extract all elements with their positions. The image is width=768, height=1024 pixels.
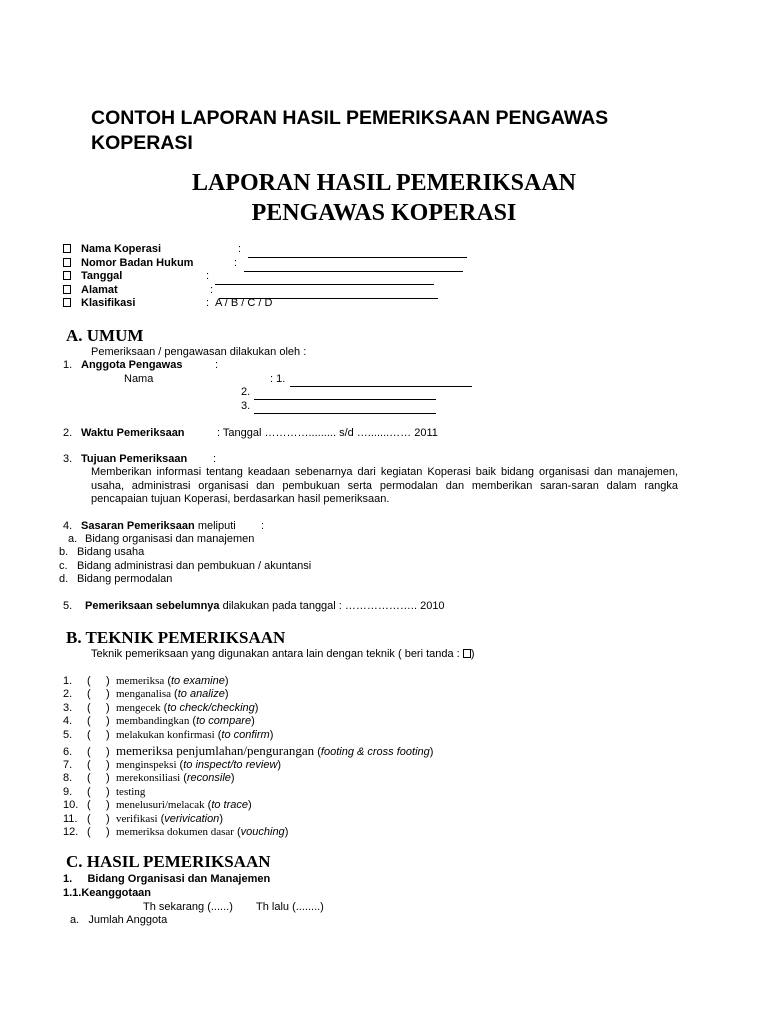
paren-close: ): [277, 759, 282, 771]
nama-entry: : 1.: [270, 373, 286, 385]
jumlah-anggota-row: a. Jumlah Anggota: [70, 914, 168, 926]
identity-label: Alamat: [81, 284, 118, 296]
technique-label: mengecek: [116, 702, 161, 714]
identity-separator: :: [206, 297, 210, 309]
paren-open: (: [180, 772, 187, 784]
sasaran-text: Bidang permodalan: [77, 573, 173, 585]
section-a-title: A. UMUM: [66, 326, 144, 345]
technique-item: [63, 688, 228, 700]
report-title-line1: LAPORAN HASIL PEMERIKSAAN: [191, 170, 577, 196]
technique-english: to analize: [177, 688, 225, 700]
technique-item: [63, 729, 273, 741]
technique-label: memeriksa dokumen dasar: [116, 826, 234, 838]
technique-label: menganalisa: [116, 688, 171, 700]
item-label: Pemeriksaan sebelumnya: [85, 600, 220, 612]
document-heading-line2: KOPERASI: [91, 132, 193, 154]
paren-close: ): [254, 702, 259, 714]
section-a-intro: Pemeriksaan / pengawasan dilakukan oleh :: [91, 346, 307, 358]
section-b-title: B. TEKNIK PEMERIKSAAN: [66, 628, 286, 647]
identity-row: [63, 297, 71, 309]
technique-item: [63, 786, 145, 798]
item-label: Waktu Pemeriksaan: [81, 427, 185, 439]
nama-label: Nama: [124, 373, 154, 385]
paren-close: ): [269, 729, 274, 741]
paren-close: ): [248, 799, 252, 811]
paren-close: ): [429, 746, 434, 758]
item-number: 3.: [63, 453, 73, 465]
sasaran-letter: a.: [68, 533, 78, 545]
technique-item: [63, 759, 281, 771]
checkbox-icon: [63, 244, 71, 253]
paren-close: ): [219, 813, 223, 825]
paren-close: ): [224, 688, 229, 700]
technique-checkbox[interactable]: ( ): [87, 826, 110, 838]
technique-english: to inspect/to review: [183, 759, 278, 771]
identity-row: [63, 270, 71, 282]
technique-checkbox[interactable]: ( ): [87, 702, 110, 714]
sasaran-text: Bidang organisasi dan manajemen: [85, 533, 255, 545]
checkbox-icon: [63, 298, 71, 307]
identity-label: Nama Koperasi: [81, 243, 162, 255]
technique-number: 11.: [63, 813, 78, 825]
identity-label: Klasifikasi: [81, 297, 136, 309]
technique-english: footing & cross footing: [320, 746, 430, 758]
technique-number: 7.: [63, 759, 73, 771]
technique-number: 1.: [63, 675, 73, 687]
technique-number: 6.: [63, 746, 73, 758]
sasaran-text: Bidang administrasi dan pembukuan / akuntansi: [77, 560, 312, 572]
paren-close: ): [224, 675, 229, 687]
technique-label: menelusuri/melacak: [116, 799, 205, 811]
paren-close: ): [284, 826, 289, 838]
technique-english: to examine: [171, 675, 225, 687]
item-label: Tujuan Pemeriksaan: [81, 453, 188, 465]
item-separator: :: [215, 359, 219, 371]
technique-english: to compare: [196, 715, 252, 727]
technique-item: [63, 743, 433, 759]
technique-checkbox[interactable]: ( ): [87, 813, 110, 825]
nama-entry: 3.: [241, 400, 251, 412]
paren-close: ): [251, 715, 255, 727]
paren-open: (: [160, 702, 168, 714]
technique-number: 5.: [63, 729, 73, 741]
item-suffix: meliputi: [197, 520, 236, 532]
paren-open: (: [189, 715, 197, 727]
nama-entry: 2.: [241, 386, 251, 398]
sasaran-letter: d.: [59, 573, 69, 585]
identity-separator: :: [210, 284, 214, 296]
technique-number: 10.: [63, 799, 79, 811]
paren-open: (: [176, 759, 184, 771]
technique-item: [63, 799, 252, 811]
technique-checkbox[interactable]: ( ): [87, 746, 110, 758]
checkbox-icon: [463, 649, 471, 658]
column-header-previous: Th lalu (........): [256, 901, 324, 913]
technique-item: [63, 675, 228, 687]
item-separator: :: [213, 453, 217, 465]
item-label: Anggota Pengawas: [81, 359, 183, 371]
tujuan-paragraph: Memberikan informasi tentang keadaan sebenarnya dari kegiatan Koperasi baik bidang organisasi dan manajemen, usaha, administrasi organisasi dan pembukuan serta permodalan dan memberikan saran-saran dalam rangka pencapaian tujuan Koperasi, berdasarkan hasil pemeriksaan.: [91, 466, 678, 505]
technique-label: testing: [116, 786, 146, 798]
technique-item: [63, 702, 258, 714]
technique-checkbox[interactable]: ( ): [87, 772, 110, 784]
technique-english: reconsile: [186, 772, 231, 784]
report-title-line2: PENGAWAS KOPERASI: [251, 200, 517, 226]
sasaran-letter: b.: [59, 546, 69, 558]
technique-checkbox[interactable]: ( ): [87, 675, 110, 687]
technique-english: to confirm: [221, 729, 270, 741]
identity-row: [63, 257, 71, 269]
item-number: 4.: [63, 520, 73, 532]
technique-number: 9.: [63, 786, 73, 798]
paren-open: (: [164, 675, 171, 687]
technique-item: [63, 772, 235, 784]
technique-number: 12.: [63, 826, 79, 838]
section-b-intro: [91, 648, 474, 660]
technique-item: [63, 715, 255, 727]
technique-number: 3.: [63, 702, 73, 714]
section-c-subheading: 1. Bidang Organisasi dan Manajemen: [63, 873, 271, 885]
technique-label: verifikasi: [116, 813, 158, 825]
item-separator: :: [261, 520, 265, 532]
technique-english: vouching: [240, 826, 285, 838]
technique-label: melakukan konfirmasi: [116, 729, 215, 741]
technique-item: [63, 826, 288, 838]
column-header-current: Th sekarang (......): [143, 901, 233, 913]
paren-open: (: [214, 729, 222, 741]
item-number: 2.: [63, 427, 73, 439]
item-number: 5.: [63, 600, 73, 612]
technique-checkbox[interactable]: ( ): [87, 729, 110, 741]
technique-label: membandingkan: [116, 715, 190, 727]
identity-separator: :: [206, 270, 210, 282]
paren-open: (: [170, 688, 178, 700]
intro-text: Teknik pemeriksaan yang digunakan antara lain dengan teknik ( beri tanda :: [91, 648, 460, 660]
technique-english: verivication: [164, 813, 220, 825]
technique-checkbox[interactable]: ( ): [87, 688, 110, 700]
identity-row: [63, 243, 71, 255]
paren-open: (: [314, 746, 321, 758]
technique-checkbox[interactable]: ( ): [87, 715, 110, 727]
sebelumnya-line: [85, 600, 445, 612]
section-c-title: C. HASIL PEMERIKSAAN: [66, 852, 271, 871]
technique-label: merekonsiliasi: [116, 772, 181, 784]
technique-checkbox[interactable]: ( ): [87, 799, 110, 811]
technique-label: memeriksa: [116, 675, 165, 687]
checkbox-icon: [63, 285, 71, 294]
technique-number: 2.: [63, 688, 73, 700]
technique-label: menginspeksi: [116, 759, 177, 771]
waktu-value: : Tanggal …………......... s/d ….......…… 2011: [217, 427, 438, 439]
identity-label: Nomor Badan Hukum: [81, 257, 194, 269]
item-text: dilakukan pada tanggal : ……………….. 2010: [222, 600, 445, 612]
checkbox-icon: [63, 258, 71, 267]
sasaran-text: Bidang usaha: [77, 546, 145, 558]
paren-close: ): [230, 772, 235, 784]
technique-checkbox[interactable]: ( ): [87, 759, 110, 771]
section-c-subsubheading: 1.1.Keanggotaan: [63, 887, 152, 899]
identity-row: [63, 284, 71, 296]
technique-english: to check/checking: [167, 702, 255, 714]
technique-number: 4.: [63, 715, 73, 727]
sasaran-heading: [81, 520, 236, 532]
paren-open: (: [157, 813, 165, 825]
intro-close: ): [470, 648, 475, 660]
identity-separator: :: [238, 243, 242, 255]
paren-open: (: [204, 799, 212, 811]
identity-value: A / B / C / D: [215, 297, 273, 309]
sasaran-letter: c.: [59, 560, 68, 572]
item-number: 1.: [63, 359, 73, 371]
identity-label: Tanggal: [81, 270, 123, 282]
technique-english: to trace: [211, 799, 248, 811]
document-heading-line1: CONTOH LAPORAN HASIL PEMERIKSAAN PENGAWAS: [91, 107, 609, 129]
item-label: Sasaran Pemeriksaan: [81, 520, 195, 532]
technique-number: 8.: [63, 772, 73, 784]
identity-separator: :: [234, 257, 238, 269]
nama-line: [254, 401, 436, 419]
paren-open: (: [233, 826, 241, 838]
checkbox-icon: [63, 271, 71, 280]
technique-checkbox[interactable]: ( ): [87, 786, 110, 798]
technique-label: memeriksa penjumlahan/pengurangan: [116, 743, 315, 758]
technique-item: [63, 813, 223, 825]
